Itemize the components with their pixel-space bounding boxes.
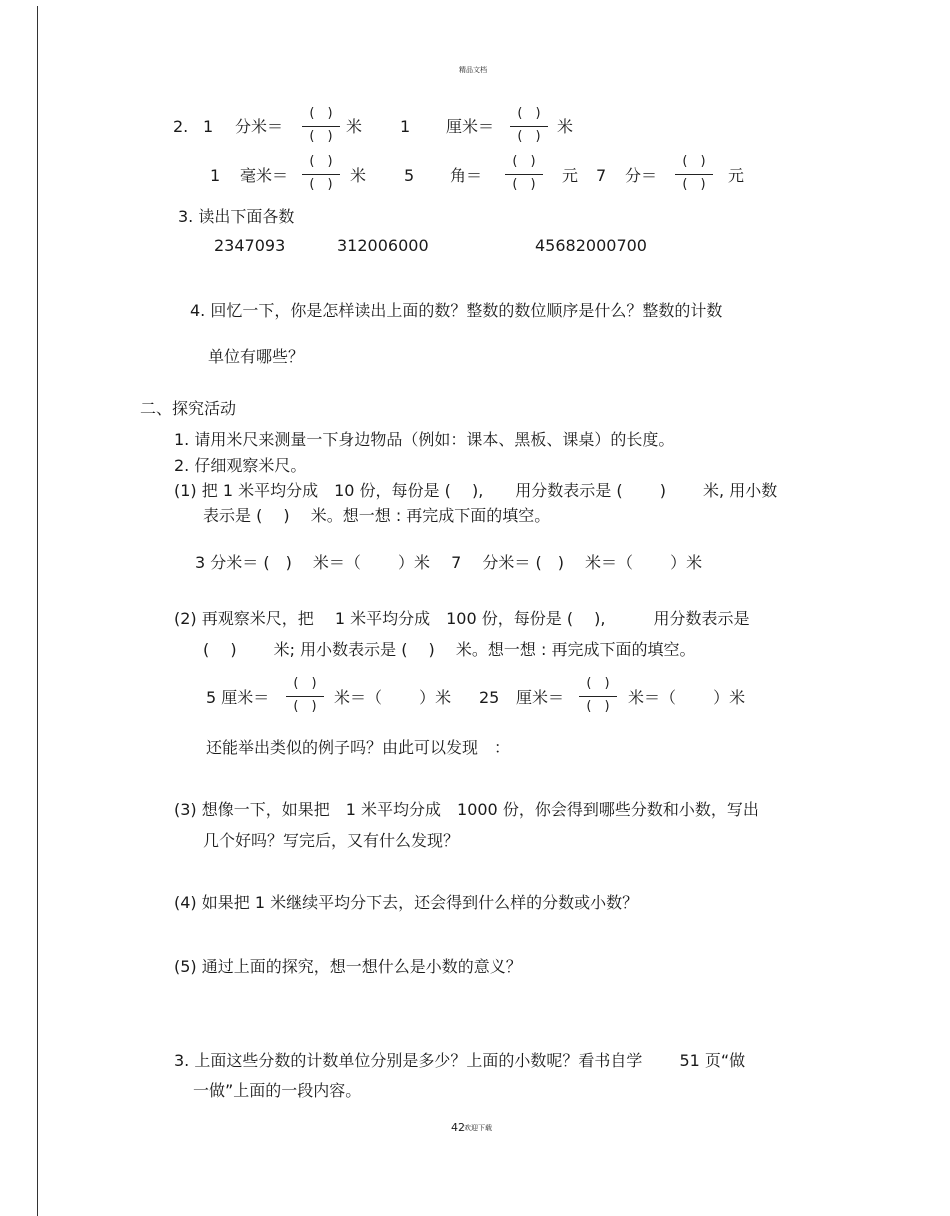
number-to-read-3: 45682000700	[535, 236, 647, 255]
fraction-bar	[302, 126, 340, 127]
dm-number: 1	[203, 117, 214, 136]
jiao-unit: 角＝	[450, 166, 483, 185]
fraction-blank	[577, 677, 619, 717]
denominator-blank: ( )	[586, 699, 610, 714]
numerator-blank: ( )	[309, 106, 333, 121]
numerator-blank: ( )	[586, 676, 610, 691]
cm25-rest: 米＝（ ）米	[628, 688, 746, 707]
denominator-blank: ( )	[293, 699, 317, 714]
fraction-blank	[503, 155, 545, 195]
number-to-read-2: 312006000	[337, 236, 429, 255]
fraction-blank	[508, 107, 550, 147]
denominator-blank: ( )	[512, 177, 536, 192]
fraction-blank	[300, 107, 342, 147]
part3-line-2: 几个好吗？写完后，又有什么发现？	[203, 831, 460, 850]
page-margin-line	[37, 6, 38, 1216]
cm25-number: 25	[479, 688, 500, 707]
page-header: 精品文档	[459, 66, 487, 74]
q4-line-2: 单位有哪些？	[208, 347, 305, 366]
q4-line-1: 4. 回忆一下，你是怎样读出上面的数？整数的数位顺序是什么？整数的计数	[190, 301, 723, 320]
footer-note: 欢迎下载	[464, 1124, 492, 1132]
numerator-blank: ( )	[517, 106, 541, 121]
explore-item-1: 1. 请用米尺来测量一下身边物品（例如：课本、黑板、课桌）的长度。	[174, 430, 675, 449]
cm25-label: 厘米＝	[516, 688, 565, 707]
part2-line-2: ( ) 米; 用小数表示是 ( ) 米。想一想 : 再完成下面的填空。	[203, 640, 696, 659]
part1-fill-blanks: 3 分米＝ ( ) 米＝（ ）米 7 分米＝ ( ) 米＝（ ）米	[195, 553, 703, 572]
part2-discover: 还能举出类似的例子吗？由此可以发现 ：	[206, 738, 511, 757]
dm-after-unit: 米	[346, 117, 363, 136]
mm-after-unit: 米	[350, 166, 367, 185]
fraction-blank	[284, 677, 326, 717]
part3-line-1: (3) 想像一下，如果把 1 米平均分成 1000 份，你会得到哪些分数和小数，写出	[174, 800, 759, 819]
page-number: 42	[451, 1121, 465, 1134]
mm-number: 1	[210, 166, 221, 185]
jiao-after-unit: 元	[562, 166, 579, 185]
fraction-bar	[505, 174, 543, 175]
fen-number: 7	[596, 166, 607, 185]
number-to-read-1: 2347093	[214, 236, 286, 255]
denominator-blank: ( )	[309, 177, 333, 192]
denominator-blank: ( )	[517, 129, 541, 144]
denominator-blank: ( )	[309, 129, 333, 144]
explore-item-3-line-1: 3. 上面这些分数的计数单位分别是多少？上面的小数呢？看书自学 51 页“做	[174, 1051, 746, 1070]
cm-number: 1	[400, 117, 411, 136]
part1-line-2: 表示是 ( ) 米。想一想 : 再完成下面的填空。	[203, 506, 551, 525]
fraction-bar	[286, 696, 324, 697]
cm-unit: 厘米＝	[446, 117, 495, 136]
part1-line-1: (1) 把 1 米平均分成 10 份，每份是 ( ), 用分数表示是 ( ) 米, 用小数	[174, 481, 778, 500]
part4: (4) 如果把 1 米继续平均分下去，还会得到什么样的分数或小数？	[174, 893, 639, 912]
fraction-bar	[579, 696, 617, 697]
cm5-label: 5 厘米＝	[206, 688, 270, 707]
section-heading: 二、探究活动	[140, 399, 237, 418]
jiao-number: 5	[404, 166, 415, 185]
fraction-bar	[675, 174, 713, 175]
explore-item-3-line-2: 一做”上面的一段内容。	[193, 1081, 362, 1100]
denominator-blank: ( )	[682, 177, 706, 192]
numerator-blank: ( )	[682, 154, 706, 169]
numerator-blank: ( )	[309, 154, 333, 169]
part2-line-1: (2) 再观察米尺，把 1 米平均分成 100 份，每份是 ( ), 用分数表示是	[174, 609, 750, 628]
q2-label: 2.	[173, 117, 189, 136]
q3-title: 3. 读出下面各数	[178, 207, 295, 226]
fen-after-unit: 元	[728, 166, 745, 185]
cm5-rest: 米＝（ ）米	[334, 688, 452, 707]
dm-unit: 分米＝	[235, 117, 284, 136]
fraction-bar	[302, 174, 340, 175]
fraction-blank	[673, 155, 715, 195]
cm-after-unit: 米	[557, 117, 574, 136]
explore-item-2: 2. 仔细观察米尺。	[174, 456, 307, 475]
numerator-blank: ( )	[293, 676, 317, 691]
fen-unit: 分＝	[625, 166, 658, 185]
mm-unit: 毫米＝	[240, 166, 289, 185]
fraction-blank	[300, 155, 342, 195]
fraction-bar	[510, 126, 548, 127]
part5: (5) 通过上面的探究，想一想什么是小数的意义？	[174, 957, 522, 976]
numerator-blank: ( )	[512, 154, 536, 169]
